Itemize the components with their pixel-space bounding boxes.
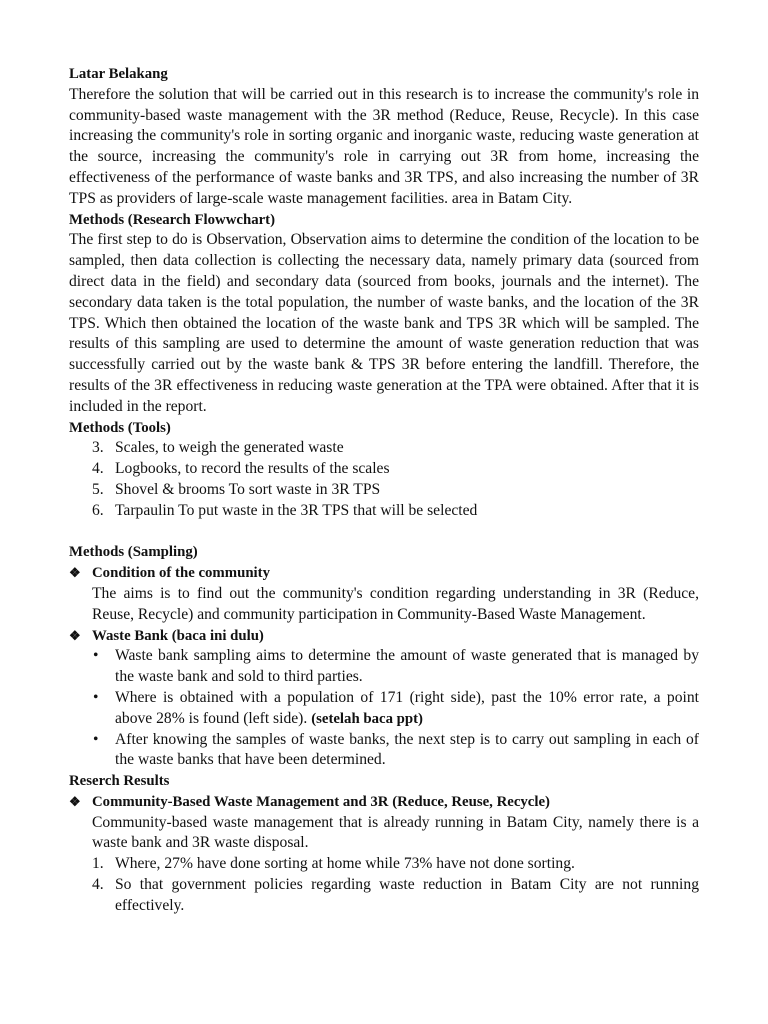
heading-research-flowchart: Methods (Research Flowwchart): [69, 211, 276, 228]
heading-methods-sampling: Methods (Sampling): [69, 544, 198, 561]
list-item: 6. Tarpaulin To put waste in the 3R TPS that will be selected: [92, 501, 478, 519]
list-item: • After knowing the samples of waste banks, the next step is to carry out sampling in each of the waste banks that have been determined.: [93, 730, 699, 769]
condition-community-item: [69, 563, 699, 584]
latar-belakang-paragraph: Therefore the solution that will be carried out in this research is to increase the community's role in community-based waste management with the 3R method (Reduce, Reuse, Recycle). In this case increasing the community's role in sorting organic and inorganic waste, reducing waste generation at the source, increasing the community's role in carrying out 3R from home, increasing the effectiveness of the performance of waste banks and 3R TPS, and also increasing the number of 3R TPS as providers of large-scale waste management facilities. area in Batam City.: [69, 85, 699, 207]
results-text: Community-based waste management that is already running in Batam City, namely there is a waste bank and 3R waste disposal.: [92, 813, 699, 852]
heading-research-results: Reserch Results: [69, 773, 170, 790]
list-item: 4. So that government policies regarding waste reduction in Batam City are not running effectively.: [92, 876, 699, 914]
flowchart-paragraph: The first step to do is Observation, Observation aims to determine the condition of the location to be sampled, then data collection is collecting the necessary data, namely primary data (sourced from direct data in the field) and secondary data (sourced from books, journals and the internet). The secondary data taken is the total population, the number of waste banks, and the location of the 3R TPS. Which then obtained the location of the waste bank and TPS 3R which will be sampled. The results of this sampling are used to determine the amount of waste generation reduction that was successfully carried out by the waste bank & TPS 3R before entering the landfill. Therefore, the results of the 3R effectiveness in reducing waste generation at the TPA were obtained. After that it is included in the report.: [69, 231, 699, 415]
list-item: 4. Logbooks, to record the results of the scales: [92, 460, 390, 478]
heading-methods-tools: Methods (Tools): [69, 419, 171, 436]
results-item: [69, 792, 699, 813]
diamond-bullet-icon: ❖: [69, 565, 81, 581]
bullet-dot-icon: •: [93, 730, 99, 748]
results-list: [69, 854, 699, 916]
tools-list: [69, 438, 699, 521]
condition-community-text: The aims is to find out the community's condition regarding understanding in 3R (Reduce, Reuse, Recycle) and community participation in Community-Based Waste Management.: [92, 584, 699, 623]
waste-bank-item: [69, 626, 699, 647]
condition-community-title: Condition of the community: [92, 565, 270, 582]
results-title: Community-Based Waste Management and 3R (Reduce, Reuse, Recycle): [92, 793, 550, 810]
bullet-dot-icon: •: [93, 647, 99, 665]
diamond-bullet-icon: ❖: [69, 793, 81, 809]
list-item: • Waste bank sampling aims to determine the amount of waste generated that is managed by the waste bank and sold to third parties.: [93, 647, 699, 686]
bullet-dot-icon: •: [93, 688, 99, 706]
list-item: 1. Where, 27% have done sorting at home while 73% have not done sorting.: [92, 855, 575, 873]
waste-bank-bullets: [69, 646, 699, 771]
heading-latar-belakang: Latar Belakang: [69, 66, 168, 82]
waste-bank-title: Waste Bank (baca ini dulu): [92, 627, 264, 644]
list-item: 3. Scales, to weigh the generated waste: [92, 439, 344, 457]
setelah-baca-ppt-note: (setelah baca ppt): [311, 710, 423, 727]
diamond-bullet-icon: ❖: [69, 627, 81, 643]
list-item: 5. Shovel & brooms To sort waste in 3R TPS: [92, 480, 381, 498]
list-item: • Where is obtained with a population of 171 (right side), past the 10% error rate, a point above 28% is found (left side). (setelah baca ppt): [93, 688, 699, 727]
